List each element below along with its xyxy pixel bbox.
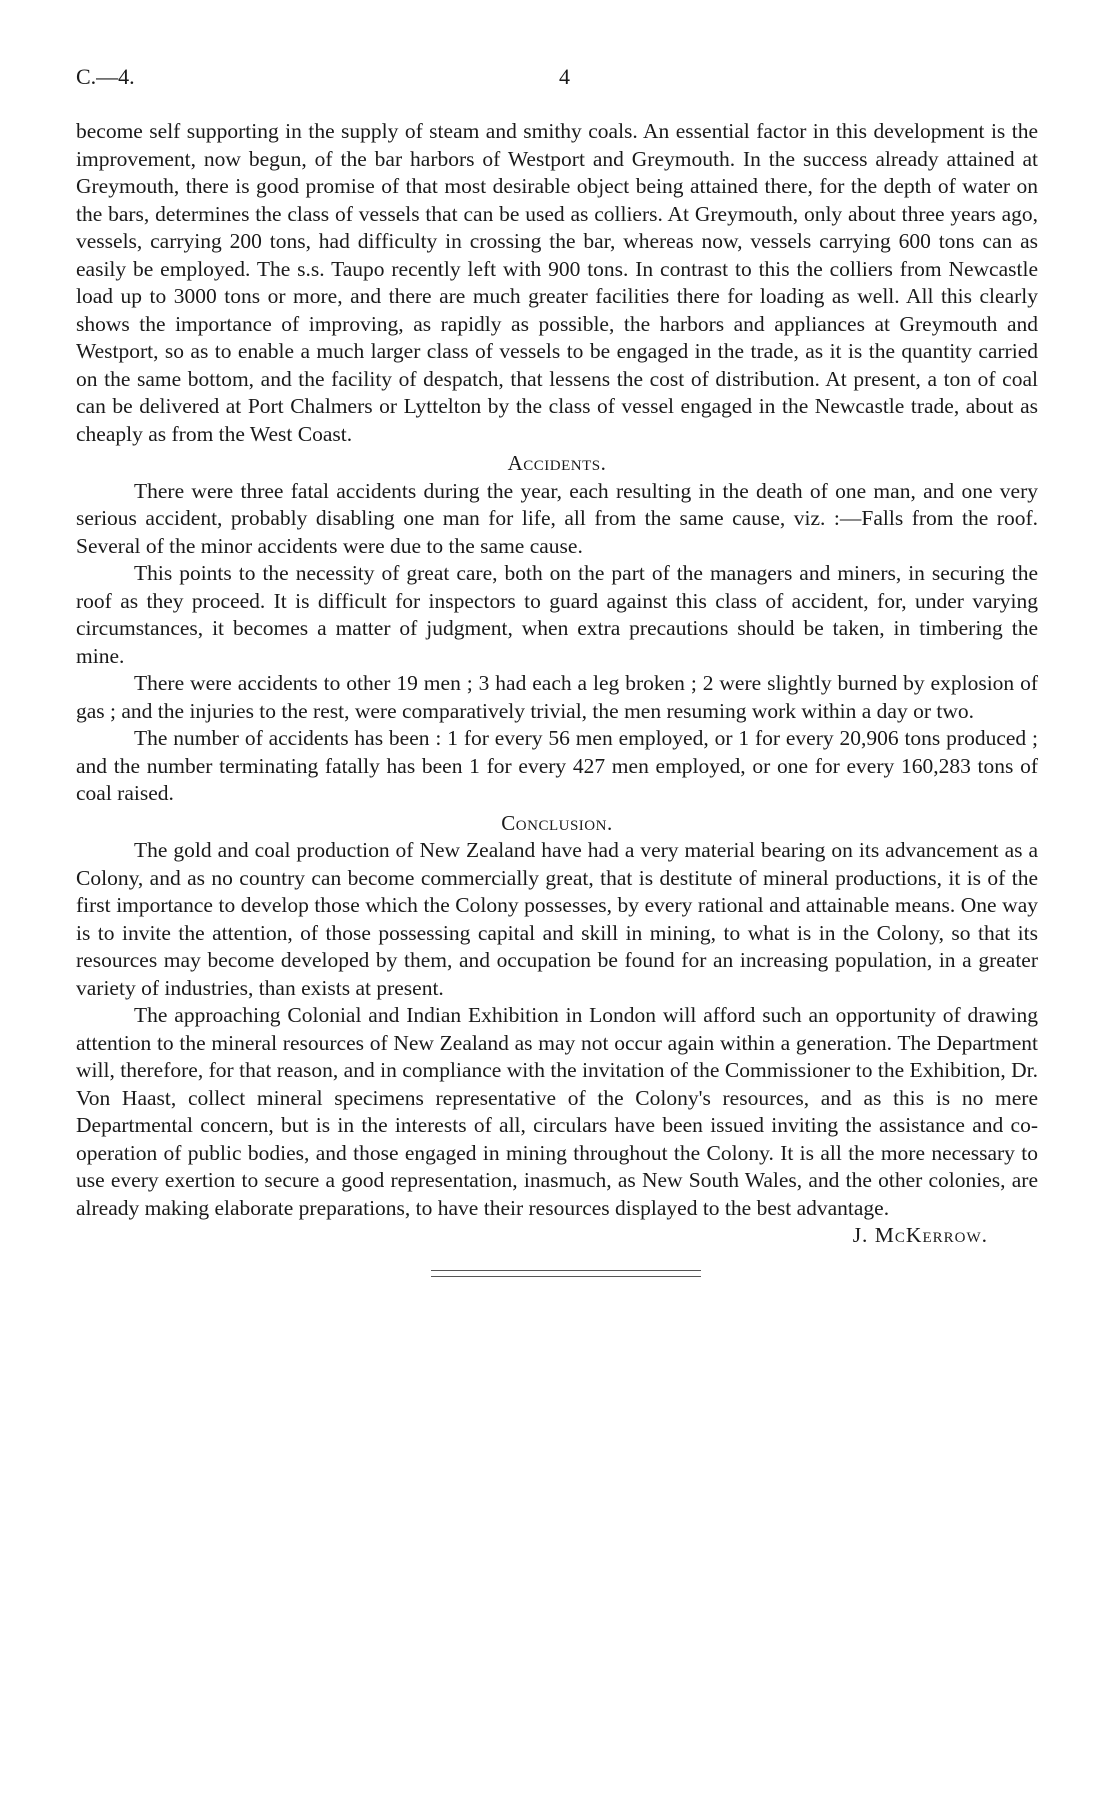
end-rule-wrap [76, 1270, 1038, 1277]
page-body [76, 118, 1038, 1277]
document-reference: C.—4. [76, 64, 135, 89]
end-rule [431, 1270, 701, 1277]
page-number: 4 [559, 64, 570, 89]
accidents-paragraph-1: There were three fatal accidents during the year, each resulting in the death of one man, and one very serious accident, probably disabling one man for life, all from the same cause, viz. :—Falls from the roof. Several of the minor accidents were due to the same cause. [76, 478, 1038, 558]
accidents-paragraph-3: There were accidents to other 19 men ; 3 had each a leg broken ; 2 were slightly burned by explosion of gas ; and the injuries to the rest, were comparatively trivial, the men resuming work within a day or two. [76, 671, 1038, 723]
accidents-heading: Accidents. [507, 451, 607, 475]
conclusion-paragraph-1: The gold and coal production of New Zealand have had a very material bearing on its advancement as a Colony, and as no country can become commercially great, that is destitute of mineral productions, it is of the first importance to develop those which the Colony possesses, by every rational and attainable means. One way is to invite the attention, of those possessing capital and skill in mining, to what is in the Colony, so that its resources may become developed by them, and occupation be found for an increasing population, in a greater variety of industries, than exists at present. [76, 838, 1038, 1000]
signature: J. McKerrow. [852, 1223, 988, 1247]
conclusion-heading: Conclusion. [501, 810, 613, 835]
accidents-paragraph-2: This points to the necessity of great care, both on the part of the managers and miners, in securing the roof as they proceed. It is difficult for inspectors to guard against this class of accident, for, under varying circumstances, it becomes a matter of judgment, when extra precautions should be taken, in timbering the mine. [76, 561, 1038, 668]
accidents-paragraph-4: The number of accidents has been : 1 for every 56 men employed, or 1 for every 20,906 tons produced ; and the number terminating fatally has been 1 for every 427 men employed, or one for every 160,283 tons of coal raised. [76, 726, 1038, 805]
conclusion-paragraph-2: The approaching Colonial and Indian Exhibition in London will afford such an opportunity of drawing attention to the mineral resources of New Zealand as may not occur again within a generation. The Department will, therefore, for that reason, and in compliance with the invitation of the Commissioner to the Exhibition, Dr. Von Haast, collect mineral specimens representative of the Colony's resources, and as this is no mere Departmental concern, but is in the interests of all, circulars have been issued inviting the assistance and co-operation of public bodies, and those engaged in mining throughout the Colony. It is all the more necessary to use every exertion to secure a good representation, inasmuch, as New South Wales, and the other colonies, are already making elaborate preparations, to have their resources displayed to the best advantage. [76, 1003, 1038, 1220]
intro-paragraph: become self supporting in the supply of steam and smithy coals. An essential factor in this development is the improvement, now begun, of the bar harbors of Westport and Greymouth. In the success already attained at Greymouth, there is good promise of that most desirable object being attained there, for the depth of water on the bars, determines the class of vessels that can be used as colliers. At Greymouth, only about three years ago, vessels, carrying 200 tons, had difficulty in crossing the bar, whereas now, vessels carrying 600 tons can as easily be employed. The s.s. Taupo recently left with 900 tons. In contrast to this the colliers from Newcastle load up to 3000 tons or more, and there are much greater facilities there for loading as well. All this clearly shows the importance of improving, as rapidly as possible, the harbors and appliances at Greymouth and Westport, so as to enable a much larger class of vessels to be engaged in the trade, as it is the quantity carried on the same bottom, and the facility of despatch, that lessens the cost of distribution. At present, a ton of coal can be delivered at Port Chalmers or Lyttelton by the class of vessel engaged in the Newcastle trade, about as cheaply as from the West Coast. [76, 119, 1038, 446]
page-header [76, 64, 1038, 94]
